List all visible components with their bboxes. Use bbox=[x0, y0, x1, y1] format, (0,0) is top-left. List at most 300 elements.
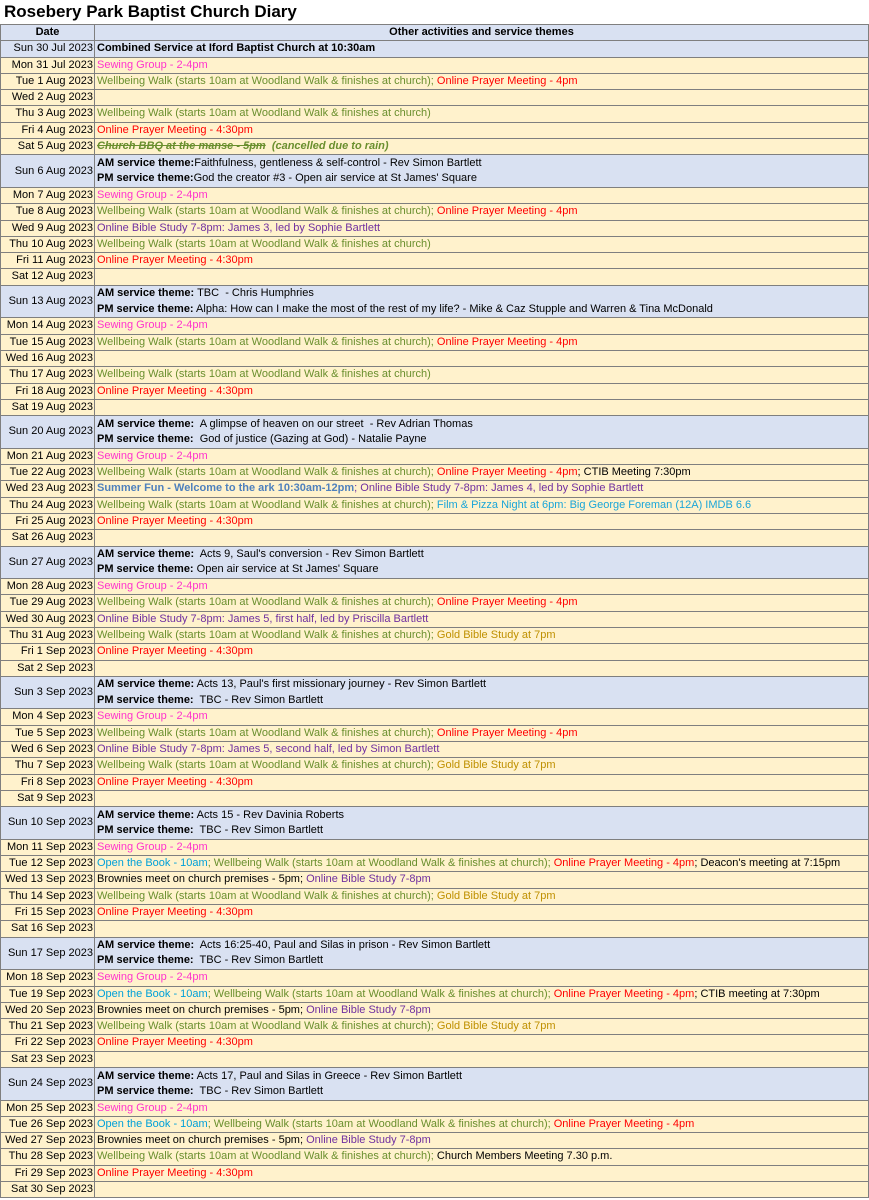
pm-service-theme: Alpha: How can I make the most of the rest of my life? - Mike & Caz Stupple and Warren & Tina McDonald bbox=[193, 302, 713, 315]
activity-cell[interactable] bbox=[95, 921, 869, 937]
table-row bbox=[1, 285, 869, 318]
table-row bbox=[1, 725, 869, 741]
date-cell[interactable]: Fri 22 Sep 2023 bbox=[1, 1035, 95, 1051]
activity-text: Online Prayer Meeting - 4pm bbox=[436, 205, 578, 218]
activity-cell[interactable] bbox=[95, 465, 869, 481]
table-row bbox=[1, 1068, 869, 1101]
date-cell[interactable]: Sun 20 Aug 2023 bbox=[1, 416, 95, 449]
date-cell[interactable]: Wed 9 Aug 2023 bbox=[1, 220, 95, 236]
am-service-theme: Acts 15 - Rev Davinia Roberts bbox=[194, 808, 345, 821]
activity-text: Online Prayer Meeting - 4:30pm bbox=[97, 906, 253, 919]
table-row bbox=[1, 579, 869, 595]
activity-cell[interactable] bbox=[95, 383, 869, 399]
activity-text: (cancelled due to rain) bbox=[265, 140, 389, 153]
activity-text: Online Bible Study 7-8pm: James 5, second half, led by Simon Bartlett bbox=[97, 743, 440, 756]
table-row bbox=[1, 660, 869, 676]
activity-cell[interactable] bbox=[95, 579, 869, 595]
activity-cell[interactable] bbox=[95, 73, 869, 89]
activity-cell[interactable] bbox=[95, 416, 869, 449]
date-cell[interactable]: Sat 16 Sep 2023 bbox=[1, 921, 95, 937]
table-row bbox=[1, 530, 869, 546]
activity-cell[interactable] bbox=[95, 1035, 869, 1051]
activity-cell[interactable] bbox=[95, 839, 869, 855]
date-cell[interactable]: Sun 17 Sep 2023 bbox=[1, 937, 95, 970]
table-row bbox=[1, 416, 869, 449]
activity-text: Church Members Meeting 7.30 p.m. bbox=[436, 1150, 613, 1163]
table-row bbox=[1, 709, 869, 725]
pm-service-label: PM service theme: bbox=[97, 172, 194, 185]
activity-cell[interactable] bbox=[95, 1051, 869, 1067]
activity-cell[interactable] bbox=[95, 1133, 869, 1149]
table-row bbox=[1, 41, 869, 57]
activity-text: Wellbeing Walk (starts 10am at Woodland Walk & finishes at church); bbox=[97, 205, 437, 218]
activity-text: Wellbeing Walk (starts 10am at Woodland Walk & finishes at church); bbox=[97, 596, 437, 609]
activity-text: Online Prayer Meeting - 4pm bbox=[553, 1117, 695, 1130]
date-cell[interactable]: Fri 29 Sep 2023 bbox=[1, 1165, 95, 1181]
date-cell[interactable]: Tue 19 Sep 2023 bbox=[1, 986, 95, 1002]
activity-text: Sewing Group - 2-4pm bbox=[97, 580, 208, 593]
activity-cell[interactable] bbox=[95, 367, 869, 383]
activity-text: Online Prayer Meeting - 4pm bbox=[436, 466, 578, 479]
activity-cell[interactable] bbox=[95, 41, 869, 57]
date-cell[interactable]: Mon 18 Sep 2023 bbox=[1, 970, 95, 986]
am-service-line bbox=[97, 938, 866, 953]
activity-text: Wellbeing Walk (starts 10am at Woodland Walk & finishes at church); bbox=[97, 628, 437, 641]
pm-service-label: PM service theme: bbox=[97, 954, 194, 967]
am-service-label: AM service theme: bbox=[97, 808, 195, 821]
table-row bbox=[1, 1019, 869, 1035]
date-cell[interactable]: Tue 26 Sep 2023 bbox=[1, 1116, 95, 1132]
date-cell[interactable]: Wed 6 Sep 2023 bbox=[1, 742, 95, 758]
pm-service-line bbox=[97, 432, 866, 447]
date-cell[interactable]: Sun 6 Aug 2023 bbox=[1, 155, 95, 188]
table-row bbox=[1, 758, 869, 774]
am-service-label: AM service theme: bbox=[97, 1069, 195, 1082]
date-cell[interactable]: Fri 15 Sep 2023 bbox=[1, 905, 95, 921]
date-cell[interactable]: Sun 3 Sep 2023 bbox=[1, 676, 95, 709]
pm-service-theme: TBC - Rev Simon Bartlett bbox=[193, 1084, 323, 1097]
pm-service-label: PM service theme: bbox=[97, 302, 194, 315]
am-service-theme: A glimpse of heaven on our street - Rev Adrian Thomas bbox=[194, 417, 473, 430]
activity-text: ; Online Bible Study 7-8pm: James 4, led by Sophie Bartlett bbox=[354, 482, 644, 495]
activity-cell[interactable] bbox=[95, 253, 869, 269]
pm-service-label: PM service theme: bbox=[97, 563, 194, 576]
date-cell[interactable]: Wed 27 Sep 2023 bbox=[1, 1133, 95, 1149]
date-cell[interactable]: Sat 12 Aug 2023 bbox=[1, 269, 95, 285]
activity-text: Wellbeing Walk (starts 10am at Woodland Walk & finishes at church); bbox=[97, 1150, 437, 1163]
activity-cell[interactable] bbox=[95, 1068, 869, 1101]
activity-text: Online Prayer Meeting - 4:30pm bbox=[97, 123, 253, 136]
activity-text bbox=[97, 140, 266, 152]
activity-text: Sewing Group - 2-4pm bbox=[97, 319, 208, 332]
table-row bbox=[1, 122, 869, 138]
diary-table bbox=[0, 24, 869, 1198]
am-service-theme: Acts 17, Paul and Silas in Greece - Rev Simon Bartlett bbox=[194, 1069, 463, 1082]
activity-cell[interactable] bbox=[95, 970, 869, 986]
date-cell[interactable]: Tue 1 Aug 2023 bbox=[1, 73, 95, 89]
activity-cell[interactable] bbox=[95, 106, 869, 122]
table-row bbox=[1, 497, 869, 513]
date-cell[interactable]: Mon 21 Aug 2023 bbox=[1, 448, 95, 464]
activity-cell[interactable] bbox=[95, 742, 869, 758]
activity-cell[interactable] bbox=[95, 57, 869, 73]
table-row bbox=[1, 253, 869, 269]
activity-text: Online Prayer Meeting - 4:30pm bbox=[97, 384, 253, 397]
activity-text: Online Bible Study 7-8pm bbox=[306, 873, 431, 886]
table-row bbox=[1, 220, 869, 236]
date-cell[interactable]: Mon 28 Aug 2023 bbox=[1, 579, 95, 595]
date-cell[interactable]: Sun 24 Sep 2023 bbox=[1, 1068, 95, 1101]
date-cell[interactable]: Wed 23 Aug 2023 bbox=[1, 481, 95, 497]
activity-text: Online Bible Study 7-8pm: James 3, led by Sophie Bartlett bbox=[97, 221, 381, 234]
am-service-line bbox=[97, 677, 866, 692]
table-row bbox=[1, 513, 869, 529]
table-row bbox=[1, 611, 869, 627]
date-cell[interactable]: Sun 13 Aug 2023 bbox=[1, 285, 95, 318]
activity-cell[interactable] bbox=[95, 318, 869, 334]
activity-cell[interactable] bbox=[95, 285, 869, 318]
activity-cell[interactable] bbox=[95, 448, 869, 464]
table-row bbox=[1, 383, 869, 399]
activity-cell[interactable] bbox=[95, 513, 869, 529]
activity-cell[interactable] bbox=[95, 790, 869, 806]
activity-cell[interactable] bbox=[95, 334, 869, 350]
date-cell[interactable]: Sat 5 Aug 2023 bbox=[1, 139, 95, 155]
pm-service-label: PM service theme: bbox=[97, 824, 194, 837]
activity-text: Online Bible Study 7-8pm bbox=[306, 1003, 431, 1016]
table-row bbox=[1, 627, 869, 643]
date-cell[interactable]: Sat 30 Sep 2023 bbox=[1, 1182, 95, 1198]
am-service-line bbox=[97, 156, 866, 171]
activity-text: ; CTIB Meeting 7:30pm bbox=[577, 466, 691, 479]
activity-text: Online Prayer Meeting - 4:30pm bbox=[97, 1166, 253, 1179]
activity-text: Sewing Group - 2-4pm bbox=[97, 971, 208, 984]
pm-service-line bbox=[97, 953, 866, 968]
table-row bbox=[1, 872, 869, 888]
date-cell[interactable]: Fri 18 Aug 2023 bbox=[1, 383, 95, 399]
activity-cell[interactable] bbox=[95, 139, 869, 155]
date-cell[interactable]: Mon 31 Jul 2023 bbox=[1, 57, 95, 73]
activity-text: Sewing Group - 2-4pm bbox=[97, 188, 208, 201]
activity-text: Sewing Group - 2-4pm bbox=[97, 1101, 208, 1114]
date-cell[interactable]: Fri 1 Sep 2023 bbox=[1, 644, 95, 660]
am-service-line bbox=[97, 1069, 866, 1084]
am-service-label: AM service theme: bbox=[97, 939, 195, 952]
am-service-line bbox=[97, 808, 866, 823]
activity-text: Online Prayer Meeting - 4pm bbox=[553, 857, 695, 870]
activity-cell[interactable] bbox=[95, 660, 869, 676]
activity-cell[interactable] bbox=[95, 546, 869, 579]
activity-cell[interactable] bbox=[95, 1182, 869, 1198]
table-row bbox=[1, 1149, 869, 1165]
am-service-label: AM service theme: bbox=[97, 678, 195, 691]
date-cell[interactable]: Tue 12 Sep 2023 bbox=[1, 856, 95, 872]
date-cell[interactable]: Wed 2 Aug 2023 bbox=[1, 90, 95, 106]
activity-cell[interactable] bbox=[95, 807, 869, 840]
activity-cell[interactable] bbox=[95, 204, 869, 220]
activity-cell[interactable] bbox=[95, 350, 869, 366]
table-row bbox=[1, 1002, 869, 1018]
activity-cell[interactable] bbox=[95, 1100, 869, 1116]
activity-text: Online Bible Study 7-8pm: James 5, first half, led by Priscilla Bartlett bbox=[97, 612, 429, 625]
date-cell[interactable]: Sat 26 Aug 2023 bbox=[1, 530, 95, 546]
pm-service-theme: TBC - Rev Simon Bartlett bbox=[193, 824, 323, 837]
date-cell[interactable]: Wed 20 Sep 2023 bbox=[1, 1002, 95, 1018]
activity-text: Online Prayer Meeting - 4pm bbox=[436, 335, 578, 348]
table-row bbox=[1, 318, 869, 334]
table-row bbox=[1, 399, 869, 415]
date-cell[interactable]: Mon 25 Sep 2023 bbox=[1, 1100, 95, 1116]
date-cell[interactable]: Fri 25 Aug 2023 bbox=[1, 513, 95, 529]
activity-text: Online Prayer Meeting - 4:30pm bbox=[97, 775, 253, 788]
activity-cell[interactable] bbox=[95, 399, 869, 415]
activity-cell[interactable] bbox=[95, 155, 869, 188]
activity-text: Online Prayer Meeting - 4pm bbox=[436, 726, 578, 739]
am-service-label: AM service theme: bbox=[97, 156, 195, 169]
activity-cell[interactable] bbox=[95, 986, 869, 1002]
table-row bbox=[1, 970, 869, 986]
date-cell[interactable]: Sat 9 Sep 2023 bbox=[1, 790, 95, 806]
pm-service-label: PM service theme: bbox=[97, 1084, 194, 1097]
activity-cell[interactable] bbox=[95, 937, 869, 970]
table-row bbox=[1, 921, 869, 937]
table-row bbox=[1, 1100, 869, 1116]
table-row bbox=[1, 742, 869, 758]
activity-text: ; Wellbeing Walk (starts 10am at Woodland Walk & finishes at church); bbox=[207, 987, 554, 1000]
am-service-line bbox=[97, 547, 866, 562]
table-row bbox=[1, 481, 869, 497]
activity-cell[interactable] bbox=[95, 1019, 869, 1035]
activity-cell[interactable] bbox=[95, 725, 869, 741]
activity-cell[interactable] bbox=[95, 236, 869, 252]
date-cell[interactable]: Tue 5 Sep 2023 bbox=[1, 725, 95, 741]
table-row bbox=[1, 269, 869, 285]
table-row bbox=[1, 155, 869, 188]
table-row bbox=[1, 90, 869, 106]
table-row bbox=[1, 888, 869, 904]
activity-text: Online Prayer Meeting - 4:30pm bbox=[97, 514, 253, 527]
pm-service-line bbox=[97, 171, 866, 186]
activity-cell[interactable] bbox=[95, 1149, 869, 1165]
pm-service-line bbox=[97, 693, 866, 708]
column-header-date[interactable]: Date bbox=[1, 25, 95, 41]
column-header-activities[interactable]: Other activities and service themes bbox=[95, 25, 869, 41]
am-service-line bbox=[97, 417, 866, 432]
table-row bbox=[1, 465, 869, 481]
activity-cell[interactable] bbox=[95, 90, 869, 106]
pm-service-line bbox=[97, 823, 866, 838]
header-row bbox=[1, 25, 869, 41]
table-row bbox=[1, 1165, 869, 1181]
table-row bbox=[1, 595, 869, 611]
table-row bbox=[1, 790, 869, 806]
am-service-theme: Acts 13, Paul's first missionary journey - Rev Simon Bartlett bbox=[194, 678, 487, 691]
date-cell[interactable]: Tue 8 Aug 2023 bbox=[1, 204, 95, 220]
activity-cell[interactable] bbox=[95, 627, 869, 643]
am-service-line bbox=[97, 286, 866, 301]
activity-cell[interactable] bbox=[95, 676, 869, 709]
activity-text: Wellbeing Walk (starts 10am at Woodland Walk & finishes at church); bbox=[97, 335, 437, 348]
activity-text: Online Prayer Meeting - 4:30pm bbox=[97, 254, 253, 267]
date-cell[interactable]: Thu 31 Aug 2023 bbox=[1, 627, 95, 643]
activity-text: Brownies meet on church premises - 5pm; bbox=[97, 1134, 307, 1147]
cancelled-event-text: Church BBQ at the manse - 5pm bbox=[97, 140, 266, 153]
date-cell[interactable]: Sun 30 Jul 2023 bbox=[1, 41, 95, 57]
am-service-theme: TBC - Chris Humphries bbox=[194, 287, 314, 300]
pm-service-label: PM service theme: bbox=[97, 693, 194, 706]
date-cell[interactable]: Fri 11 Aug 2023 bbox=[1, 253, 95, 269]
activity-cell[interactable] bbox=[95, 774, 869, 790]
activity-cell[interactable] bbox=[95, 1002, 869, 1018]
table-row bbox=[1, 905, 869, 921]
date-cell[interactable]: Thu 21 Sep 2023 bbox=[1, 1019, 95, 1035]
date-cell[interactable]: Tue 15 Aug 2023 bbox=[1, 334, 95, 350]
table-row bbox=[1, 106, 869, 122]
activity-cell[interactable] bbox=[95, 1116, 869, 1132]
am-service-label: AM service theme: bbox=[97, 417, 195, 430]
activity-text: Combined Service at Iford Baptist Church at 10:30am bbox=[97, 42, 376, 55]
activity-text: Wellbeing Walk (starts 10am at Woodland Walk & finishes at church) bbox=[97, 107, 431, 120]
activity-cell[interactable] bbox=[95, 122, 869, 138]
activity-cell[interactable] bbox=[95, 1165, 869, 1181]
pm-service-theme: Open air service at St James' Square bbox=[193, 563, 379, 576]
date-cell[interactable]: Sun 10 Sep 2023 bbox=[1, 807, 95, 840]
activity-text: Sewing Group - 2-4pm bbox=[97, 449, 208, 462]
table-row bbox=[1, 937, 869, 970]
table-row bbox=[1, 1182, 869, 1198]
table-row bbox=[1, 187, 869, 203]
activity-text: Brownies meet on church premises - 5pm; bbox=[97, 1003, 307, 1016]
activity-cell[interactable] bbox=[95, 872, 869, 888]
table-row bbox=[1, 856, 869, 872]
activity-text: Online Prayer Meeting - 4pm bbox=[436, 596, 578, 609]
activity-text: Wellbeing Walk (starts 10am at Woodland Walk & finishes at church); bbox=[97, 466, 437, 479]
pm-service-line bbox=[97, 562, 866, 577]
date-cell[interactable]: Tue 22 Aug 2023 bbox=[1, 465, 95, 481]
date-cell[interactable]: Sat 23 Sep 2023 bbox=[1, 1051, 95, 1067]
activity-text: Wellbeing Walk (starts 10am at Woodland Walk & finishes at church); bbox=[97, 1020, 437, 1033]
page-title: Rosebery Park Baptist Church Diary bbox=[4, 2, 297, 21]
table-row bbox=[1, 139, 869, 155]
activity-text: Wellbeing Walk (starts 10am at Woodland Walk & finishes at church); bbox=[97, 889, 437, 902]
date-cell[interactable]: Sat 2 Sep 2023 bbox=[1, 660, 95, 676]
activity-text: Wellbeing Walk (starts 10am at Woodland Walk & finishes at church); bbox=[97, 759, 437, 772]
activity-text: Wellbeing Walk (starts 10am at Woodland Walk & finishes at church); bbox=[97, 74, 437, 87]
table-row bbox=[1, 73, 869, 89]
date-cell[interactable]: Thu 17 Aug 2023 bbox=[1, 367, 95, 383]
activity-text: Wellbeing Walk (starts 10am at Woodland Walk & finishes at church) bbox=[97, 237, 431, 250]
activity-cell[interactable] bbox=[95, 497, 869, 513]
table-row bbox=[1, 1133, 869, 1149]
activity-text: Online Bible Study 7-8pm bbox=[306, 1134, 431, 1147]
activity-text: ; Wellbeing Walk (starts 10am at Woodland Walk & finishes at church); bbox=[207, 857, 554, 870]
activity-cell[interactable] bbox=[95, 758, 869, 774]
date-cell[interactable]: Mon 4 Sep 2023 bbox=[1, 709, 95, 725]
activity-text: Open the Book - 10am bbox=[97, 857, 208, 870]
am-service-theme: Acts 16:25-40, Paul and Silas in prison - Rev Simon Bartlett bbox=[194, 939, 491, 952]
activity-text: ; Deacon's meeting at 7:15pm bbox=[694, 857, 841, 870]
activity-text: Gold Bible Study at 7pm bbox=[436, 628, 556, 641]
date-cell[interactable]: Tue 29 Aug 2023 bbox=[1, 595, 95, 611]
date-cell[interactable]: Thu 24 Aug 2023 bbox=[1, 497, 95, 513]
activity-cell[interactable] bbox=[95, 481, 869, 497]
activity-cell[interactable] bbox=[95, 611, 869, 627]
activity-cell[interactable] bbox=[95, 856, 869, 872]
table-row bbox=[1, 367, 869, 383]
date-cell[interactable]: Fri 8 Sep 2023 bbox=[1, 774, 95, 790]
activity-text: Sewing Group - 2-4pm bbox=[97, 710, 208, 723]
date-cell[interactable]: Thu 3 Aug 2023 bbox=[1, 106, 95, 122]
date-cell[interactable]: Thu 7 Sep 2023 bbox=[1, 758, 95, 774]
date-cell[interactable]: Thu 10 Aug 2023 bbox=[1, 236, 95, 252]
activity-cell[interactable] bbox=[95, 644, 869, 660]
activity-cell[interactable] bbox=[95, 220, 869, 236]
date-cell[interactable]: Fri 4 Aug 2023 bbox=[1, 122, 95, 138]
date-cell[interactable]: Mon 11 Sep 2023 bbox=[1, 839, 95, 855]
activity-text: Sewing Group - 2-4pm bbox=[97, 58, 208, 71]
activity-text: Wellbeing Walk (starts 10am at Woodland Walk & finishes at church); bbox=[97, 726, 437, 739]
pm-service-theme: God the creator #3 - Open air service at St James' Square bbox=[193, 172, 477, 185]
activity-text: Brownies meet on church premises - 5pm; bbox=[97, 873, 307, 886]
table-row bbox=[1, 839, 869, 855]
activity-text: Online Prayer Meeting - 4pm bbox=[436, 74, 578, 87]
table-row bbox=[1, 644, 869, 660]
date-cell[interactable]: Wed 13 Sep 2023 bbox=[1, 872, 95, 888]
table-row bbox=[1, 334, 869, 350]
am-service-theme: Faithfulness, gentleness & self-control - Rev Simon Bartlett bbox=[194, 156, 482, 169]
date-cell[interactable]: Sat 19 Aug 2023 bbox=[1, 399, 95, 415]
activity-text: Gold Bible Study at 7pm bbox=[436, 889, 556, 902]
activity-text: Wellbeing Walk (starts 10am at Woodland Walk & finishes at church); bbox=[97, 498, 437, 511]
table-row bbox=[1, 1116, 869, 1132]
activity-text: ; CTIB meeting at 7:30pm bbox=[694, 987, 820, 1000]
date-cell[interactable]: Wed 30 Aug 2023 bbox=[1, 611, 95, 627]
table-row bbox=[1, 546, 869, 579]
table-row bbox=[1, 1035, 869, 1051]
table-row bbox=[1, 448, 869, 464]
am-service-theme: Acts 9, Saul's conversion - Rev Simon Bartlett bbox=[194, 548, 424, 560]
table-row bbox=[1, 350, 869, 366]
date-cell[interactable]: Thu 28 Sep 2023 bbox=[1, 1149, 95, 1165]
activity-cell[interactable] bbox=[95, 905, 869, 921]
activity-cell[interactable] bbox=[95, 888, 869, 904]
date-cell[interactable]: Wed 16 Aug 2023 bbox=[1, 350, 95, 366]
activity-text: Online Prayer Meeting - 4:30pm bbox=[97, 1036, 253, 1049]
pm-service-theme: God of justice (Gazing at God) - Natalie Payne bbox=[193, 432, 427, 445]
date-cell[interactable]: Sun 27 Aug 2023 bbox=[1, 546, 95, 579]
activity-cell[interactable] bbox=[95, 709, 869, 725]
activity-text: Wellbeing Walk (starts 10am at Woodland Walk & finishes at church) bbox=[97, 368, 431, 381]
pm-service-line bbox=[97, 302, 866, 317]
activity-text: Open the Book - 10am bbox=[97, 1117, 208, 1130]
diary-rows bbox=[1, 41, 869, 1198]
am-service-label: AM service theme: bbox=[97, 548, 195, 560]
date-cell[interactable]: Mon 14 Aug 2023 bbox=[1, 318, 95, 334]
pm-service-theme: TBC - Rev Simon Bartlett bbox=[193, 954, 323, 967]
activity-text: Online Prayer Meeting - 4pm bbox=[553, 987, 695, 1000]
activity-cell[interactable] bbox=[95, 595, 869, 611]
activity-text: ; Wellbeing Walk (starts 10am at Woodland Walk & finishes at church); bbox=[207, 1117, 554, 1130]
table-row bbox=[1, 676, 869, 709]
table-row bbox=[1, 57, 869, 73]
date-cell[interactable]: Thu 14 Sep 2023 bbox=[1, 888, 95, 904]
activity-text: Summer Fun - Welcome to the ark 10:30am-12pm bbox=[97, 482, 355, 495]
activity-text: Open the Book - 10am bbox=[97, 987, 208, 1000]
date-cell[interactable]: Mon 7 Aug 2023 bbox=[1, 187, 95, 203]
activity-cell[interactable] bbox=[95, 187, 869, 203]
activity-cell[interactable] bbox=[95, 269, 869, 285]
activity-cell[interactable] bbox=[95, 530, 869, 546]
